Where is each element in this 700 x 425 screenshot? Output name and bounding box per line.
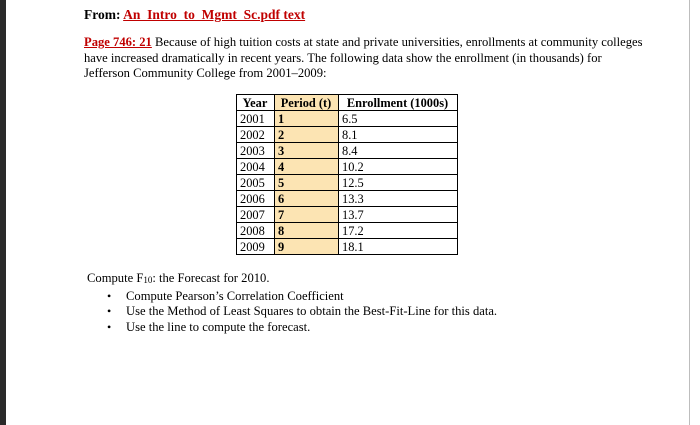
- list-item: [87, 304, 497, 320]
- table-row: [237, 159, 458, 175]
- from-label: From:: [84, 7, 124, 22]
- page-reference-link[interactable]: Page 746: 21: [84, 35, 152, 49]
- period-cell: 3: [275, 143, 339, 159]
- problem-text: Because of high tuition costs at state and private universities, enrollments at community colleges have increased dramatically in recent years. The following data show the enrollment (in thousands) for Jefferson Community College from 2001–2009:: [84, 35, 643, 80]
- enrollment-cell: 12.5: [339, 175, 458, 191]
- bullet-icon: •: [107, 319, 112, 334]
- year-cell: 2009: [237, 239, 275, 255]
- year-cell: 2005: [237, 175, 275, 191]
- period-column-header: Period (t): [275, 95, 339, 111]
- enrollment-cell: 6.5: [339, 111, 458, 127]
- source-link[interactable]: An_Intro_to_Mgmt_Sc.pdf text: [123, 7, 306, 22]
- year-cell: 2006: [237, 191, 275, 207]
- document-body: [84, 7, 644, 82]
- enrollment-table: [236, 94, 458, 255]
- table-row: [237, 175, 458, 191]
- bullet-icon: •: [107, 288, 112, 303]
- year-cell: 2007: [237, 207, 275, 223]
- forecast-prefix: Compute F: [87, 271, 144, 285]
- period-cell: 2: [275, 127, 339, 143]
- table-header-row: [237, 95, 458, 111]
- forecast-suffix: : the Forecast for 2010.: [152, 271, 270, 285]
- table-row: [237, 207, 458, 223]
- period-cell: 4: [275, 159, 339, 175]
- list-item: [87, 289, 497, 305]
- period-cell: 6: [275, 191, 339, 207]
- list-item: [87, 320, 497, 336]
- task-text: Use the line to compute the forecast.: [126, 319, 311, 334]
- enrollment-cell: 13.3: [339, 191, 458, 207]
- year-cell: 2001: [237, 111, 275, 127]
- year-cell: 2008: [237, 223, 275, 239]
- year-cell: 2004: [237, 159, 275, 175]
- table-row: [237, 111, 458, 127]
- problem-statement: [84, 35, 644, 82]
- bullet-icon: •: [107, 304, 112, 318]
- year-cell: 2003: [237, 143, 275, 159]
- enrollment-cell: 13.7: [339, 207, 458, 223]
- enrollment-column-header: Enrollment (1000s): [339, 95, 458, 111]
- table-row: [237, 143, 458, 159]
- table-row: [237, 223, 458, 239]
- year-column-header: Year: [237, 95, 275, 111]
- task-list: [87, 289, 497, 336]
- enrollment-cell: 17.2: [339, 223, 458, 239]
- forecast-subscript: 10: [143, 275, 153, 285]
- period-cell: 1: [275, 111, 339, 127]
- forecast-instruction: [87, 271, 497, 288]
- period-cell: 5: [275, 175, 339, 191]
- enrollment-cell: 10.2: [339, 159, 458, 175]
- table-row: [237, 127, 458, 143]
- enrollment-cell: 8.4: [339, 143, 458, 159]
- table-row: [237, 239, 458, 255]
- year-cell: 2002: [237, 127, 275, 143]
- period-cell: 7: [275, 207, 339, 223]
- enrollment-cell: 8.1: [339, 127, 458, 143]
- task-section: [87, 271, 497, 335]
- table-row: [237, 191, 458, 207]
- enrollment-cell: 18.1: [339, 239, 458, 255]
- right-page-edge: [689, 0, 690, 425]
- source-line: [84, 7, 644, 23]
- period-cell: 8: [275, 223, 339, 239]
- task-text: Compute Pearson’s Correlation Coefficient: [126, 288, 344, 303]
- task-text: Use the Method of Least Squares to obtain the Best-Fit-Line for this data.: [126, 304, 498, 318]
- left-window-edge: [0, 0, 6, 425]
- period-cell: 9: [275, 239, 339, 255]
